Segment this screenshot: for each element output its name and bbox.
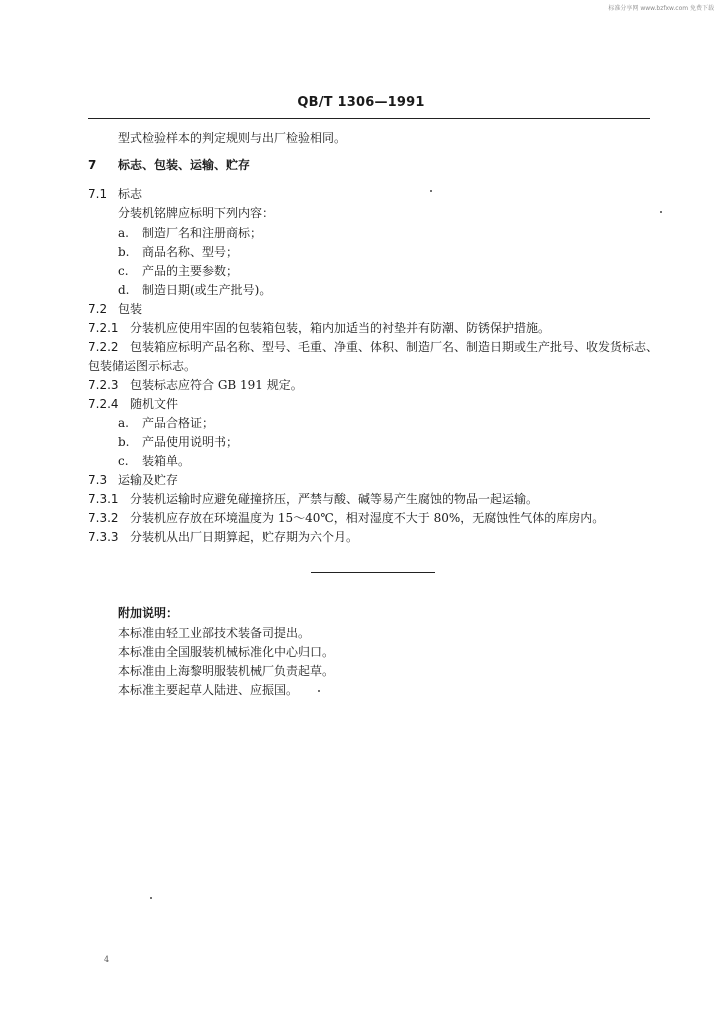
section-number: 7.1 xyxy=(88,187,108,201)
list-item xyxy=(118,245,238,259)
list-text: 产品使用说明书； xyxy=(142,435,239,449)
paragraph: 分装机铭牌应标明下列内容： xyxy=(118,206,275,220)
section-title: 标志 xyxy=(118,187,143,201)
clause-text: 分装机运输时应避免碰撞挤压，严禁与酸、碱等易产生腐蚀的物品一起运输。 xyxy=(130,492,539,506)
section-title: 运输及贮存 xyxy=(118,473,179,487)
clause-7-3-1 xyxy=(88,492,538,506)
section-number: 7 xyxy=(88,158,97,172)
clause-number: 7.3.1 xyxy=(88,492,119,506)
scan-speck xyxy=(430,190,432,192)
appendix-line: 本标准主要起草人陆进、应振国。 xyxy=(118,683,299,697)
clause-text: 包装标志应符合 GB 191 规定。 xyxy=(130,378,303,392)
scan-speck xyxy=(660,211,662,213)
section-title: 标志、包装、运输、贮存 xyxy=(118,158,251,172)
list-item xyxy=(118,435,238,449)
header-rule xyxy=(88,118,650,119)
appendix-line: 本标准由全国服装机械标准化中心归口。 xyxy=(118,645,335,659)
standard-code: QB/T 1306—1991 xyxy=(297,95,425,110)
clause-text: 包装箱应标明产品名称、型号、毛重、净重、体积、制造厂名、制造日期或生产批号、收发货标志、 xyxy=(130,340,659,354)
section-7-heading xyxy=(88,158,250,172)
clause-7-2-1 xyxy=(88,321,550,335)
list-item xyxy=(118,264,238,278)
clause-number: 7.2.1 xyxy=(88,321,119,335)
list-marker: d. xyxy=(118,283,130,297)
section-7-1-heading xyxy=(88,187,142,201)
appendix-line: 本标准由轻工业部技术装备司提出。 xyxy=(118,626,311,640)
scan-speck xyxy=(318,690,320,692)
list-item xyxy=(118,416,214,430)
clause-text: 随机文件 xyxy=(130,397,179,411)
intro-line: 型式检验样本的判定规则与出厂检验相同。 xyxy=(118,131,347,145)
clause-text: 分装机从出厂日期算起，贮存期为六个月。 xyxy=(130,530,359,544)
clause-number: 7.2.2 xyxy=(88,340,119,354)
clause-number: 7.3.3 xyxy=(88,530,119,544)
list-text: 产品的主要参数； xyxy=(142,264,239,278)
clause-number: 7.2.4 xyxy=(88,397,119,411)
section-number: 7.3 xyxy=(88,473,108,487)
end-rule xyxy=(311,572,435,573)
list-item xyxy=(118,226,262,240)
clause-7-3-2 xyxy=(88,511,604,525)
clause-7-2-3 xyxy=(88,378,303,392)
list-marker: a. xyxy=(118,416,129,430)
watermark: 标准分享网 www.bzfxw.com 免费下载 xyxy=(608,5,714,12)
list-text: 产品合格证； xyxy=(142,416,215,430)
clause-7-2-2 xyxy=(88,340,658,354)
list-text: 装箱单。 xyxy=(142,454,191,468)
clause-7-2-4 xyxy=(88,397,178,411)
clause-text: 分装机应存放在环境温度为 15～40℃，相对湿度不大于 80%，无腐蚀性气体的库房内。 xyxy=(130,511,605,525)
clause-continuation: 包装储运图示标志。 xyxy=(88,359,197,373)
list-marker: c. xyxy=(118,264,129,278)
section-7-2-heading xyxy=(88,302,142,316)
section-title: 包装 xyxy=(118,302,143,316)
page-number: 4 xyxy=(104,955,110,964)
list-text: 制造厂名和注册商标； xyxy=(142,226,263,240)
list-marker: b. xyxy=(118,435,130,449)
appendix-line: 本标准由上海黎明服装机械厂负责起草。 xyxy=(118,664,335,678)
list-text: 商品名称、型号； xyxy=(142,245,239,259)
clause-number: 7.2.3 xyxy=(88,378,119,392)
section-7-3-heading xyxy=(88,473,178,487)
appendix-title: 附加说明： xyxy=(118,606,179,620)
scan-speck xyxy=(150,897,152,899)
list-marker: c. xyxy=(118,454,129,468)
section-number: 7.2 xyxy=(88,302,108,316)
list-text: 制造日期(或生产批号)。 xyxy=(142,283,272,297)
clause-number: 7.3.2 xyxy=(88,511,119,525)
list-item xyxy=(118,454,190,468)
clause-7-3-3 xyxy=(88,530,358,544)
clause-text: 分装机应使用牢固的包装箱包装，箱内加适当的衬垫并有防潮、防锈保护措施。 xyxy=(130,321,551,335)
list-item xyxy=(118,283,271,297)
list-marker: b. xyxy=(118,245,130,259)
list-marker: a. xyxy=(118,226,129,240)
